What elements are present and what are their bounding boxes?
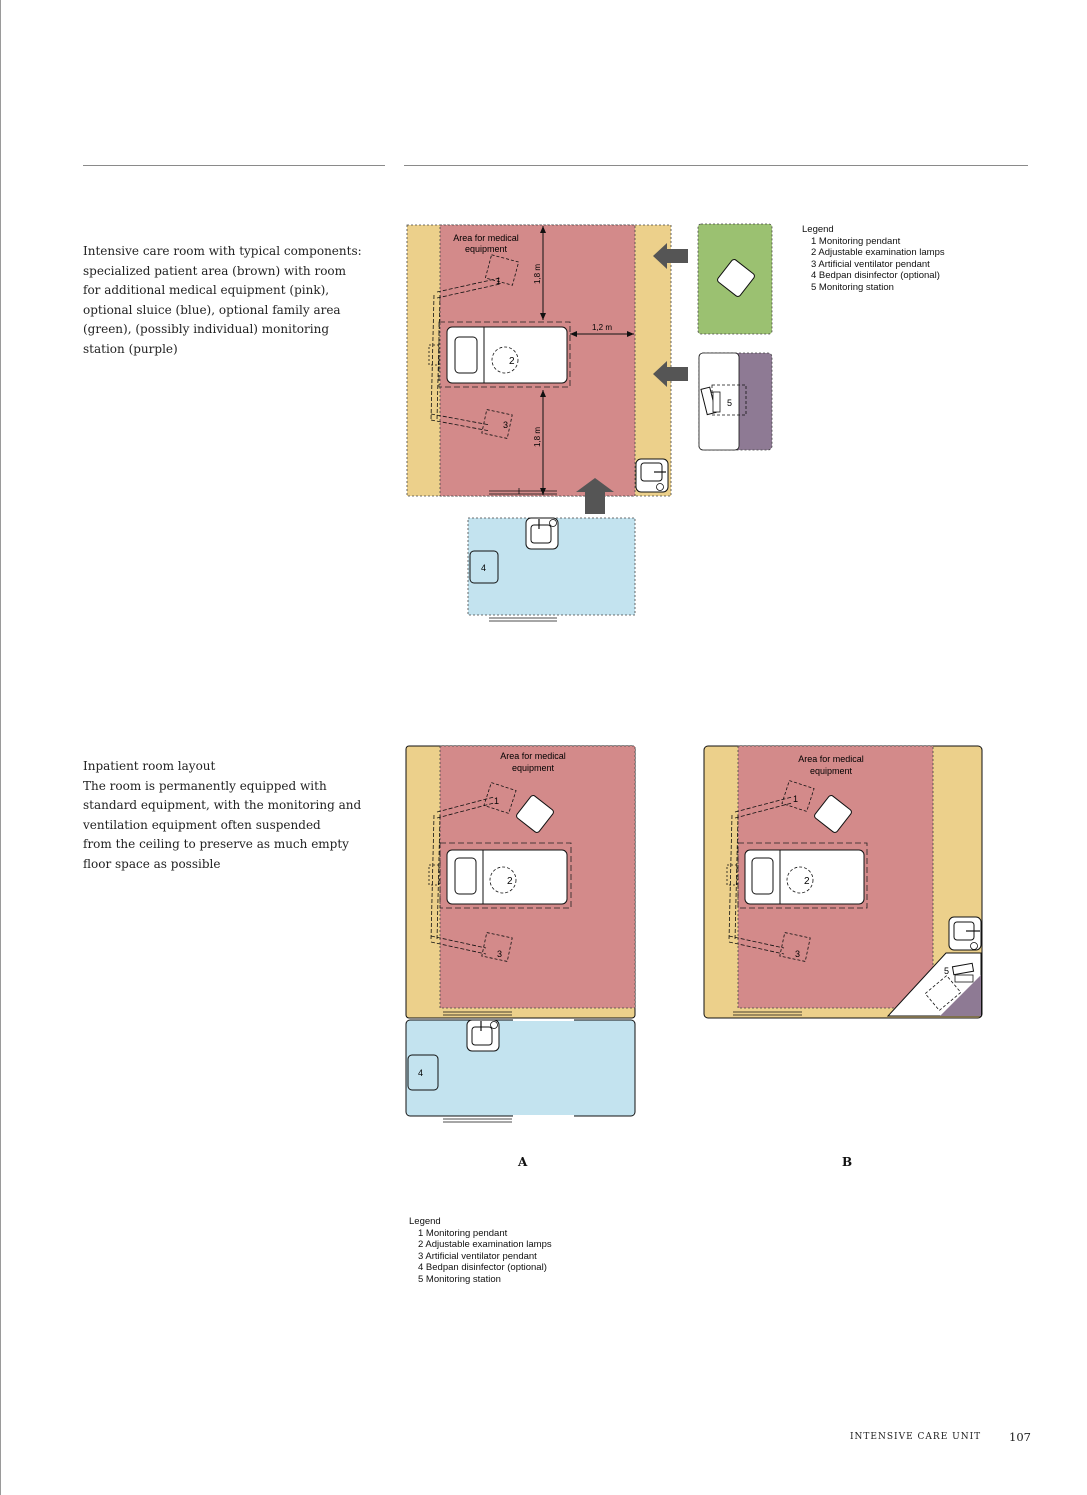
marker-1: 1 <box>496 276 502 286</box>
plan-a-label: A <box>518 1155 528 1169</box>
caption-line: Inpatient room layout <box>83 759 216 773</box>
caption-line: ventilation equipment often suspended <box>83 817 321 832</box>
marker-4: 4 <box>418 1068 424 1078</box>
caption-line: specialized patient area (brown) with room <box>83 263 347 278</box>
marker-2: 2 <box>509 356 515 367</box>
area-label: equipment <box>511 763 555 773</box>
caption-line: optional sluice (blue), optional family area <box>83 302 341 317</box>
marker-3: 3 <box>795 949 801 959</box>
marker-3: 3 <box>497 949 503 959</box>
legend-title: Legend <box>409 1216 441 1227</box>
marker-4: 4 <box>481 563 487 573</box>
dimension-label: 1,8 m <box>533 263 542 284</box>
legend-item: 2 Adjustable examination lamps <box>418 1239 552 1250</box>
plan-b-label: B <box>842 1155 853 1169</box>
area-label: equipment <box>809 766 853 776</box>
area-label: equipment <box>464 244 508 254</box>
marker-1: 1 <box>793 794 799 804</box>
caption-line: (green), (possibly individual) monitoring <box>83 322 329 336</box>
area-label: Area for medical <box>500 751 566 761</box>
area-label: Area for medical <box>798 754 864 764</box>
marker-1: 1 <box>494 796 500 806</box>
caption-line: from the ceiling to preserve as much empty <box>83 837 349 851</box>
legend-item: 5 Monitoring station <box>418 1273 501 1285</box>
legend-item: 2 Adjustable examination lamps <box>811 247 945 258</box>
marker-5: 5 <box>727 398 733 408</box>
caption-line: for additional medical equipment (pink), <box>83 283 330 297</box>
page-number: 107 <box>1009 1430 1031 1444</box>
legend-title: Legend <box>802 224 834 235</box>
sink-icon <box>949 917 981 950</box>
patient-bed <box>738 843 867 908</box>
legend-item: 4 Bedpan disinfector (optional) <box>418 1262 547 1273</box>
caption-line: floor space as possible <box>83 856 221 871</box>
caption-line: station (purple) <box>83 341 178 356</box>
marker-5: 5 <box>944 966 950 976</box>
caption-line: Intensive care room with typical components: <box>83 244 362 258</box>
legend-item: 3 Artificial ventilator pendant <box>811 258 930 270</box>
legend-item: 1 Monitoring pendant <box>418 1227 508 1239</box>
marker-2: 2 <box>804 876 810 887</box>
legend-item: 4 Bedpan disinfector (optional) <box>811 270 940 281</box>
legend-item: 1 Monitoring pendant <box>811 235 901 247</box>
dimension-label: 1,8 m <box>533 426 542 447</box>
dimension-label: 1,2 m <box>591 323 613 332</box>
marker-3: 3 <box>503 420 509 430</box>
marker-2: 2 <box>507 876 513 887</box>
caption-line: standard equipment, with the monitoring and <box>83 798 362 812</box>
area-label: Area for medical <box>453 233 519 243</box>
legend-item: 3 Artificial ventilator pendant <box>418 1250 537 1262</box>
running-footer-title: INTENSIVE CARE UNIT <box>850 1432 982 1442</box>
caption-line: The room is permanently equipped with <box>83 778 327 793</box>
legend-item: 5 Monitoring station <box>811 281 894 293</box>
